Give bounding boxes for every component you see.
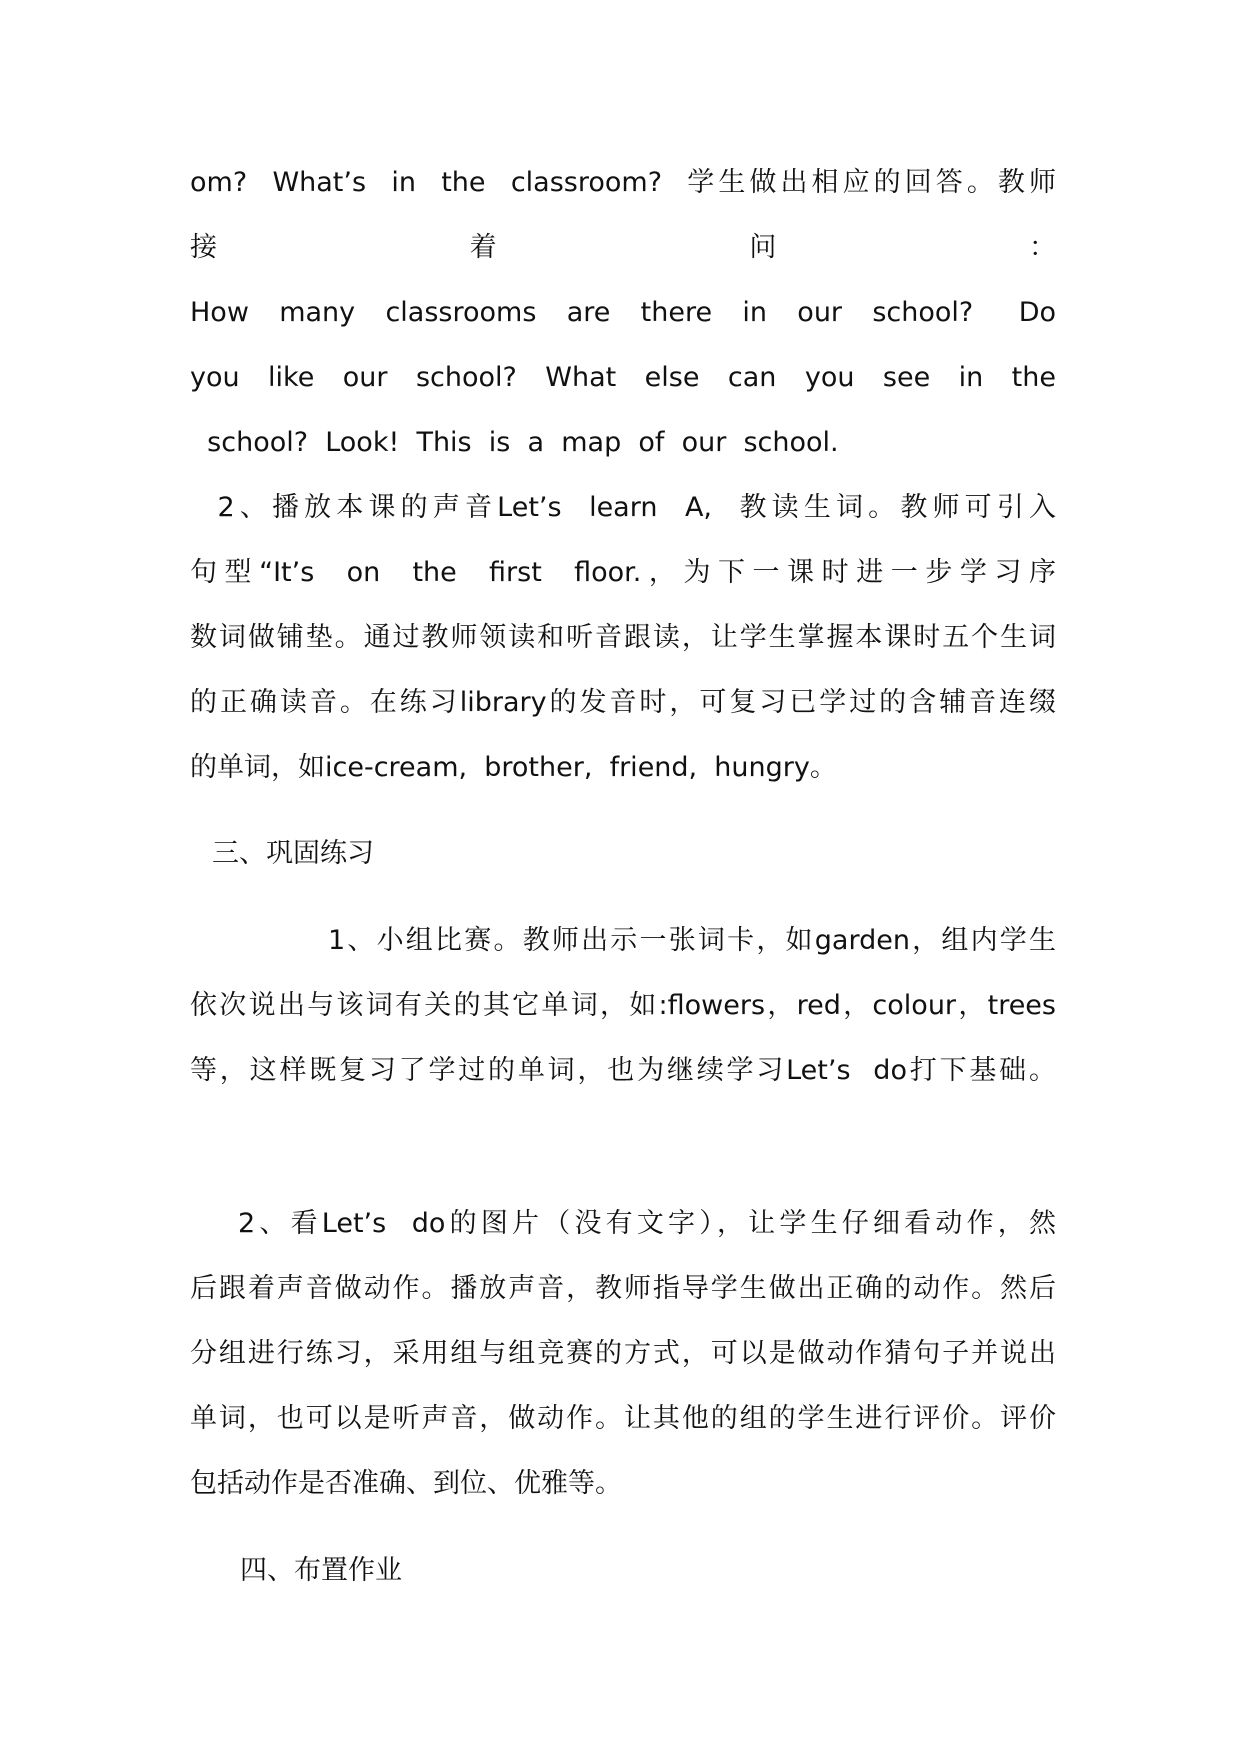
text-line-19: 包括动作是否准确、到位、优雅等。: [190, 1468, 622, 1499]
text-line-4: you like our school? What else can you see in the: [190, 362, 1056, 393]
text-line-9: 的正确读音。在练习library的发音时，可复习已学过的含辅音连缀: [190, 687, 1056, 718]
text-line-7: 句型“It’s on the first floor.，为下一课时进一步学习序: [190, 557, 1056, 588]
text-line-17: 分组进行练习，采用组与组竞赛的方式，可以是做动作猜句子并说出: [190, 1338, 1056, 1369]
text-line-6: 2、播放本课的声音Let’s learn A, 教读生词。教师可引入: [190, 492, 1056, 523]
text-line-1: om? What’s in the classroom? 学生做出相应的回答。教师: [190, 167, 1056, 198]
text-line-16: 后跟着声音做动作。播放声音，教师指导学生做出正确的动作。然后: [190, 1273, 1056, 1304]
text-line-12: 1、小组比赛。教师出示一张词卡，如garden，组内学生: [328, 925, 1056, 956]
text-line-15: 2、看Let’s do的图片（没有文字），让学生仔细看动作，然: [238, 1208, 1056, 1239]
text-line-8: 数词做铺垫。通过教师领读和听音跟读，让学生掌握本课时五个生词: [190, 622, 1056, 653]
section-heading-3: 三、巩固练习: [212, 838, 374, 869]
text-line-13: 依次说出与该词有关的其它单词，如:flowers，red，colour，trees: [190, 990, 1056, 1021]
section-heading-4: 四、布置作业: [240, 1555, 402, 1586]
text-line-3: How many classrooms are there in our school? Do: [190, 297, 1056, 328]
text-line-5: school? Look! This is a map of our school.: [190, 427, 839, 458]
text-line-14: 等，这样既复习了学过的单词，也为继续学习Let’s do打下基础。: [190, 1055, 1056, 1086]
text-line-2: 接 着 问 ：: [190, 232, 1056, 263]
text-line-18: 单词，也可以是听声音，做动作。让其他的组的学生进行评价。评价: [190, 1403, 1056, 1434]
text-line-10: 的单词，如ice-cream, brother, friend, hungry。: [190, 752, 837, 783]
